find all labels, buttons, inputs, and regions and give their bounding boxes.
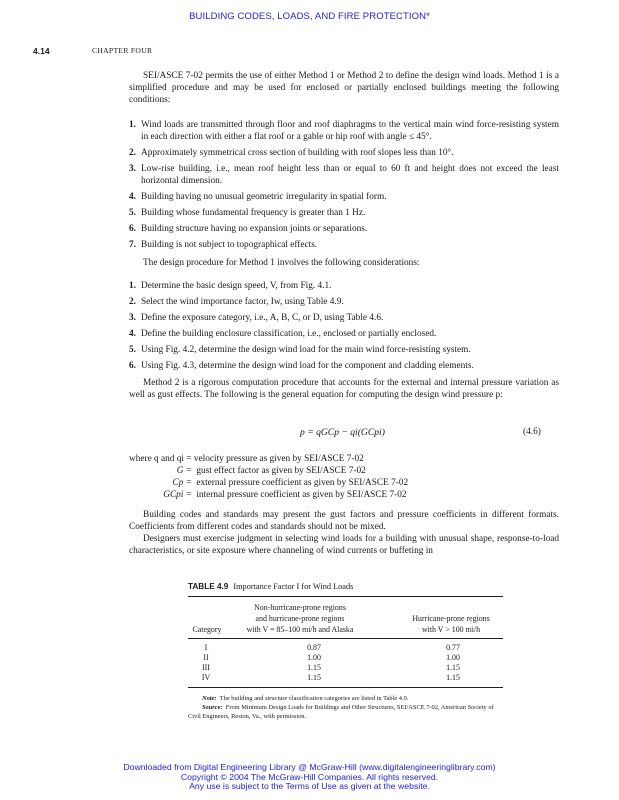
conditions-list <box>129 119 559 255</box>
page-number: 4.14 <box>33 46 50 56</box>
list-item: 6. Using Fig. 4.3, determine the design wind load for the component and cladding elements. <box>129 361 474 371</box>
definition-row: G = gust effect factor as given by SEI/ASCE 7-02 <box>176 466 366 476</box>
list-item: 3. Define the exposure category, i.e., A, B, C, or D, using Table 4.6. <box>129 313 384 323</box>
table-label: TABLE 4.9 <box>188 582 229 591</box>
intro-paragraph: SEI/ASCE 7-02 permits the use of either Method 1 or Method 2 to define the design wind loads. Method 1 is a simplified procedure and may be used for enclosed or partially enclosed buildings meeting the following conditions: <box>129 71 559 105</box>
list-item: 1. Wind loads are transmitted through floor and roof diaphragms to the vertical main wind force-resisting system in each direction with either a flat roof or a gable or hip roof with angle ≤ 45°. <box>129 120 559 142</box>
table-notes <box>188 694 504 721</box>
table-source: Source: From Minimum Design Loads for Buildings and Other Structures, SEI/ASCE 7-02, American Society of Civil Engineers, Reston, Va., with permission. <box>188 704 494 720</box>
table-top-rule <box>188 596 503 597</box>
table-bottom-rule <box>188 687 503 688</box>
table-header-rule <box>188 638 503 639</box>
list-item: 2. Select the wind importance factor, Iw, using Table 4.9. <box>129 297 344 307</box>
list-item: 6. Building structure having no expansion joints or separations. <box>129 224 368 234</box>
list-item: 3. Low-rise building, i.e., mean roof height less than or equal to 60 ft and height does not exceed the least horizontal dimension. <box>129 164 559 186</box>
table-header-category: Category <box>192 625 222 634</box>
header-link[interactable]: BUILDING CODES, LOADS, AND FIRE PROTECTION* <box>189 11 430 22</box>
running-head-chapter: CHAPTER FOUR <box>92 46 153 55</box>
table-title: TABLE 4.9 Importance Factor I for Wind Loads <box>188 582 354 591</box>
method2-paragraph: Method 2 is a rigorous computation procedure that accounts for the external and internal pressure variation as well as gust effects. The following is the general equation for computing the design wind pressure p: <box>129 378 559 400</box>
footer-notice <box>0 763 619 792</box>
list-item: 1. Determine the basic design speed, V, from Fig. 4.1. <box>129 281 332 291</box>
method1-steps <box>129 280 559 376</box>
variable-definitions <box>129 453 529 501</box>
list-item: 7. Building is not subject to topographical effects. <box>129 240 318 250</box>
equation: p = qGCp − qi(GCpi) <box>300 427 385 438</box>
footer-terms[interactable]: Any use is subject to the Terms of Use as given at the website. <box>189 781 430 791</box>
definition-row: where q and qi = velocity pressure as given by SEI/ASCE 7-02 <box>129 454 364 464</box>
footer-copyright: Copyright © 2004 The McGraw-Hill Companies. All rights reserved. <box>180 771 439 782</box>
list-item: 4. Define the building enclosure classification, i.e., enclosed or partially enclosed. <box>129 329 437 339</box>
footer-link[interactable]: Downloaded from Digital Engineering Library @ McGraw-Hill (www.digitalengineeringlibrary.com) <box>123 762 496 772</box>
equation-number: (4.6) <box>523 427 541 437</box>
table-header-col2: Hurricane-prone regions with V > 100 mi/h <box>412 614 490 634</box>
list-item: 5. Building whose fundamental frequency is greater than 1 Hz. <box>129 208 366 218</box>
list-item: 2. Approximately symmetrical cross section of building with roof slopes less than 10°. <box>129 148 454 158</box>
table-header-col1: Non-hurricane-prone regions and hurricane-prone regions with V = 85–100 mi/h and Alaska <box>246 603 354 634</box>
definition-row: GCpi = internal pressure coefficient as given by SEI/ASCE 7-02 <box>163 490 407 500</box>
definition-row: Cp = external pressure coefficient as given by SEI/ASCE 7-02 <box>172 478 409 488</box>
list-item: 5. Using Fig. 4.2, determine the design wind load for the main wind force-resisting system. <box>129 345 471 355</box>
designers-paragraph: Designers must exercise judgment in selecting wind loads for a building with unusual shape, response-to-load characteristics, or site exposure where channeling of wind currents or buffeting in <box>129 534 559 556</box>
table-note: Note: The building and structure classification categories are listed in Table 4.9. <box>202 695 409 702</box>
method1-intro: The design procedure for Method 1 involves the following considerations: <box>143 258 420 268</box>
codes-paragraph: Building codes and standards may present the gust factors and pressure coefficients in different formats. Coefficients from different codes and standards should not be mixed. <box>129 510 559 532</box>
list-item: 4. Building having no unusual geometric irregularity in spatial form. <box>129 192 387 202</box>
